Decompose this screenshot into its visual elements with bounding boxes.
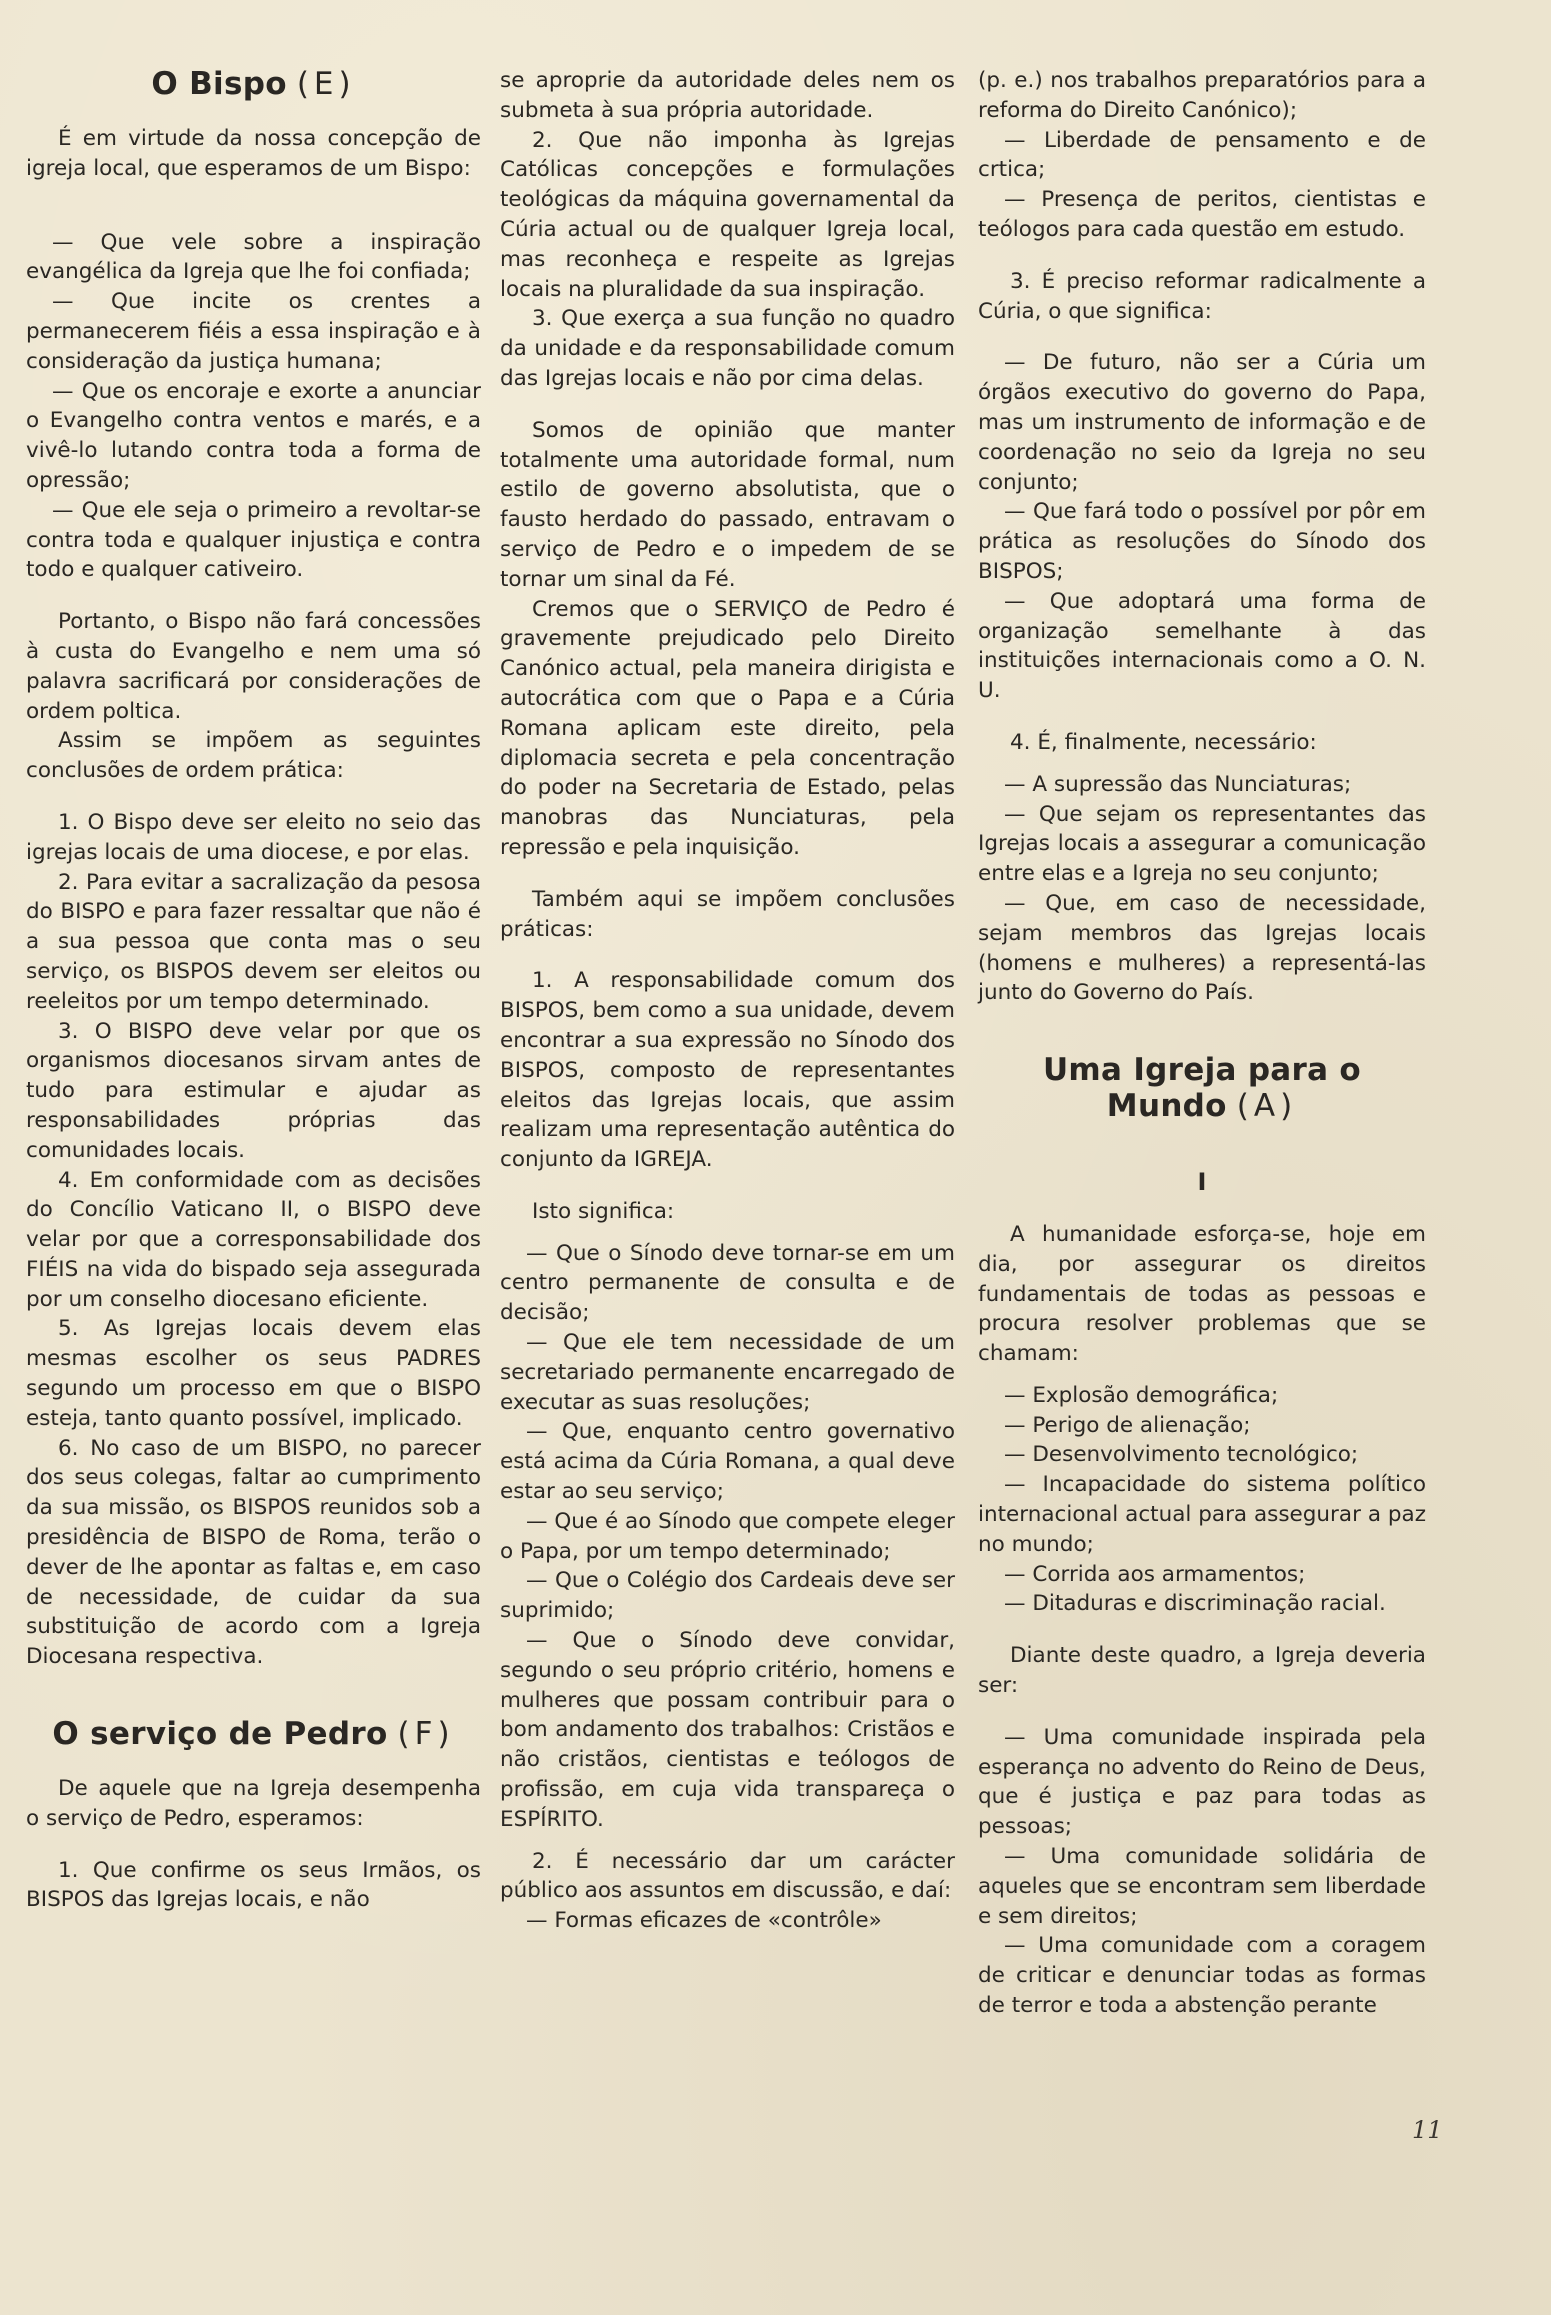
list-item: — Que fará todo o possível por pôr em prática as resoluções do Sínodo dos BISPOS; — [978, 499, 1426, 584]
list-item: — Presença de peritos, cientistas e teólogos para cada questão em estudo. — [978, 187, 1426, 242]
paragraph: Isto significa: — [532, 1198, 675, 1224]
column-2 — [500, 66, 955, 1936]
paragraph: Diante deste quadro, a Igreja deveria ser: — [978, 1643, 1426, 1699]
list-item: — Liberdade de pensamento e de crtica; — [978, 127, 1426, 183]
list-item: — Incapacidade do sistema político internacional actual para assegurar a paz no mundo; — [978, 1472, 1426, 1557]
numbered-point: 1. Que confirme os seus Irmãos, os BISPOS das Igrejas locais, e não — [26, 1857, 481, 1913]
list-item: — Que ele seja o primeiro a revoltar-se contra toda e qualquer injustiça e contra todo e qualquer cativeiro. — [26, 497, 481, 583]
list-item: — Que os encoraje e exorte a anunciar o Evangelho contra ventos e marés, e a vivê-lo lutando contra toda a forma de opressão; — [26, 378, 481, 493]
list-item: — Explosão demográfica; — [1004, 1382, 1279, 1408]
paragraph: De aquele que na Igreja desempenha o serviço de Pedro, esperamos: — [26, 1776, 481, 1831]
list-item: — Que é ao Sínodo que compete eleger o Papa, por um tempo determinado; — [500, 1508, 955, 1564]
list-item: — Uma comunidade solidária de aqueles que se encontram sem liberdade e sem direitos; — [978, 1844, 1426, 1929]
numbered-point: 3. O BISPO deve velar por que os organismos diocesanos sirvam antes de tudo para estimular e ajudar as responsabilidades próprias das comunidades locais. — [26, 1018, 481, 1163]
list-item: — Uma comunidade com a coragem de criticar e denunciar todas as formas de terror e toda a abstenção perante — [978, 1933, 1426, 2019]
list-item: — Uma comunidade inspirada pela esperança no advento do Reino de Deus, que é justiça e paz para todas as pessoas; — [978, 1724, 1426, 1840]
numbered-point: 3. É preciso reformar radicalmente a Cúria, o que significa: — [978, 268, 1426, 324]
section-tag: (A) — [1236, 1088, 1298, 1125]
list-item: — Desenvolvimento tecnológico; — [1004, 1442, 1359, 1468]
section-tag: (F) — [397, 1716, 455, 1753]
numbered-point: 1. O Bispo deve ser eleito no seio das igrejas locais de uma diocese, e por elas. — [26, 809, 481, 865]
list-item: — Que ele tem necessidade de um secretariado permanente encarregado de executar as suas resoluções; — [500, 1330, 955, 1415]
paragraph: se aproprie da autoridade deles nem os submeta à sua própria autoridade. — [500, 68, 955, 123]
list-item: — Que o Sínodo deve tornar-se em um centro permanente de consulta e de decisão; — [500, 1240, 955, 1326]
numbered-point: 6. No caso de um BISPO, no parecer dos seus colegas, faltar ao cumprimento da sua missão, os BISPOS reunidos sob a presidência de BISPO de Roma, terão o dever de lhe apontar as faltas e, em caso de necessidade, de cuidar da sua substituição de acordo com a Igreja Diocesana respectiva. — [26, 1435, 481, 1670]
column-3 — [978, 66, 1426, 2021]
list-item: — Que, enquanto centro governativo está acima da Cúria Romana, a qual deve estar ao seu serviço; — [500, 1419, 955, 1505]
list-item: — Que o Sínodo deve convidar, segundo o seu próprio critério, homens e mulheres que possam contribuir para o bom andamento dos trabalhos: Cristãos e não cristãos, cientistas e teólogos de profissão, em cuja vida transpareça o ESPÍRITO. — [500, 1628, 955, 1832]
numbered-point: 2. É necessário dar um carácter público aos assuntos em discussão, e daí: — [500, 1848, 955, 1904]
paragraph: Também aqui se impõem conclusões práticas: — [500, 886, 955, 942]
numbered-point: 5. As Igrejas locais devem elas mesmas escolher os seus PADRES segundo um processo em que o BISPO esteja, tanto quanto possível, implicado. — [26, 1316, 481, 1431]
column-1 — [26, 66, 481, 1915]
paragraph: A humanidade esforça-se, hoje em dia, por assegurar os direitos fundamentais de todas as pessoas e procura resolver problemas que se chamam: — [978, 1221, 1426, 1367]
list-item: — Perigo de alienação; — [1004, 1412, 1251, 1438]
numbered-point: 4. Em conformidade com as decisões do Concílio Vaticano II, o BISPO deve velar por que a corresponsabilidade dos FIÉIS na vida do bispado seja assegurada por um conselho diocesano eficiente. — [26, 1167, 481, 1312]
section-title-mundo: Uma Igreja para o Mundo (A) — [1042, 1052, 1362, 1125]
numbered-point: 4. É, finalmente, necessário: — [1010, 729, 1317, 755]
section-title-pedro: O serviço de Pedro (F) — [52, 1716, 455, 1753]
list-item: — Que vele sobre a inspiração evangélica da Igreja que lhe foi confiada; — [26, 229, 481, 285]
section-tag: (E) — [296, 66, 356, 102]
paragraph: É em virtude da nossa concepção de igreja local, que esperamos de um Bispo: — [26, 126, 481, 181]
numbered-point: 2. Para evitar a sacralização da pesosa do BISPO e para fazer ressaltar que não é a sua pessoa que conta mas o seu serviço, os BISPOS devem ser eleitos ou reeleitos por um tempo determinado. — [26, 869, 481, 1014]
list-item: — De futuro, não ser a Cúria um órgãos executivo do governo do Papa, mas um instrumento de informação e de coordenação no seio da Igreja no seu conjunto; — [978, 350, 1426, 495]
list-item: — Que incite os crentes a permanecerem fiéis a essa inspiração e à consideração da justiça humana; — [26, 289, 481, 374]
list-item: — Que o Colégio dos Cardeais deve ser suprimido; — [500, 1568, 955, 1624]
list-item: — Ditaduras e discriminação racial. — [1004, 1591, 1386, 1617]
paragraph: Cremos que o SERVIÇO de Pedro é gravemente prejudicado pelo Direito Canónico actual, pela maneira dirigista e autocrática com que o Papa e a Cúria Romana aplicam este direito, pela diplomacia secreta e pela concentração do poder na Secretaria de Estado, pelas manobras das Nunciaturas, pela repressão e pela inquisição. — [500, 596, 955, 860]
list-item: — Corrida aos armamentos; — [1004, 1561, 1306, 1587]
roman-numeral-heading: I — [1197, 1168, 1207, 1197]
numbered-point: 3. Que exerça a sua função no quadro da unidade e da responsabilidade comum das Igrejas locais e não por cima delas. — [500, 306, 955, 391]
page-number: 11 — [1412, 2116, 1443, 2144]
paragraph: Somos de opinião que manter totalmente uma autoridade formal, num estilo de governo absolutista, que o fausto herdado do passado, entravam o serviço de Pedro e o impedem de se tornar um sinal da Fé. — [500, 417, 955, 592]
section-title-bispo: O Bispo (E) — [151, 66, 356, 102]
paragraph: (p. e.) nos trabalhos preparatórios para a reforma do Direito Canónico); — [978, 68, 1426, 123]
list-item: — A supressão das Nunciaturas; — [1004, 771, 1352, 797]
paragraph: Assim se impõem as seguintes conclusões de ordem prática: — [26, 728, 481, 784]
paragraph: Portanto, o Bispo não fará concessões à custa do Evangelho e nem uma só palavra sacrificará por considerações de ordem poltica. — [26, 609, 481, 724]
list-item: — Que, em caso de necessidade, sejam membros das Igrejas locais (homens e mulheres) a representá-las junto do Governo do País. — [978, 890, 1426, 1006]
list-item: — Formas eficazes de «contrôle» — [526, 1908, 882, 1934]
list-item: — Que adoptará uma forma de organização semelhante à das instituições internacionais como a O. N. U. — [978, 588, 1426, 704]
numbered-point: 1. A responsabilidade comum dos BISPOS, bem como a sua unidade, devem encontrar a sua expressão no Sínodo dos BISPOS, composto de representantes eleitos das Igrejas locais, que assim realizam uma representação autêntica do conjunto da IGREJA. — [500, 968, 955, 1173]
numbered-point: 2. Que não imponha às Igrejas Católicas concepções e formulações teológicas da máquina governamental da Cúria actual ou de qualquer Igreja local, mas reconheça e respeite as Igrejas locais na pluralidade da sua inspiração. — [500, 127, 955, 302]
list-item: — Que sejam os representantes das Igrejas locais a assegurar a comunicação entre elas e a Igreja no seu conjunto; — [978, 801, 1426, 887]
